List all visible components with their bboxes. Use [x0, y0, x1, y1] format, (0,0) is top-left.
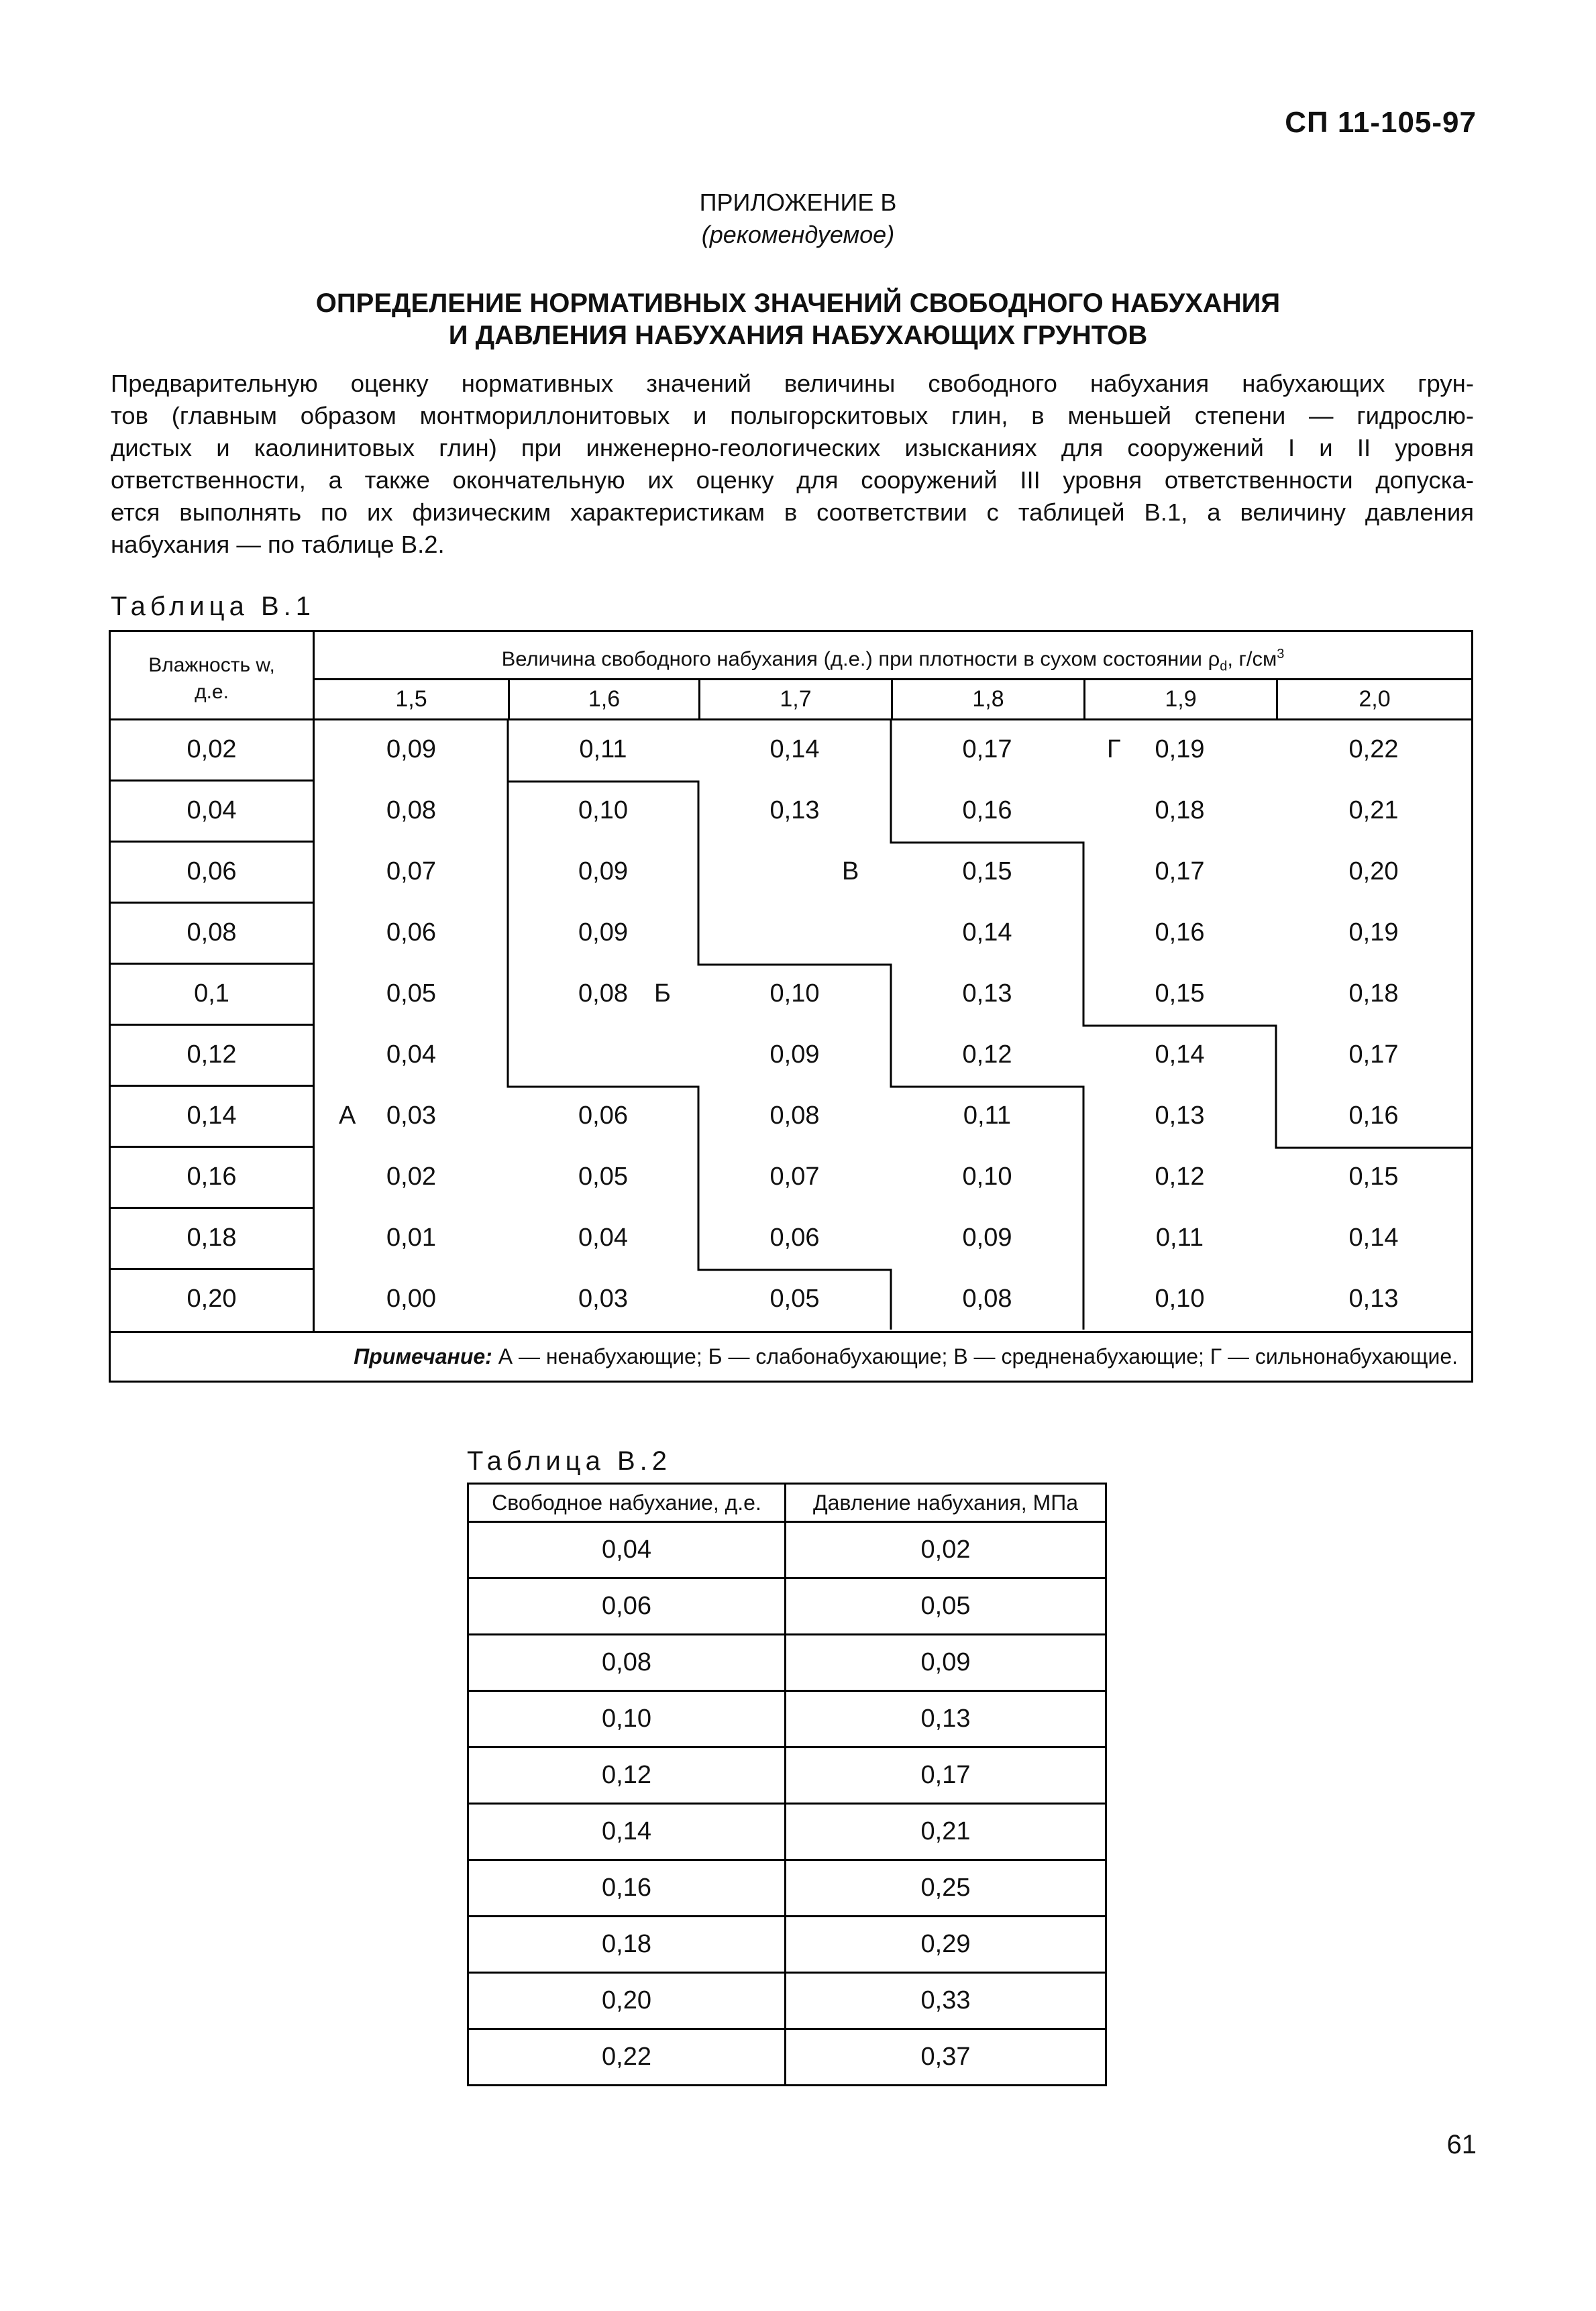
swelling-value-cell: 0,18	[1348, 979, 1399, 1008]
moisture-header-line-1: Влажность w,	[148, 654, 275, 676]
page-number: 61	[1446, 2130, 1477, 2159]
free-swelling-cell: 0,04	[468, 1522, 786, 1578]
swelling-value-cell: 0,14	[1155, 1040, 1205, 1069]
moisture-cell: 0,14	[111, 1087, 315, 1148]
moisture-header-line-2: д.е.	[195, 681, 229, 703]
pressure-table-body	[468, 1522, 1106, 2086]
moisture-cell: 0,12	[111, 1026, 315, 1087]
intro-line: ответственности, а также окончательную их оценку для сооружений III уровня ответственности допуска-	[111, 466, 1474, 494]
intro-line: тов (главным образом монтмориллонитовых и полыгорскитовых глин, в меньшей степени — гидрослю-	[111, 402, 1474, 429]
free-swelling-cell: 0,18	[468, 1917, 786, 1973]
swelling-value-cell: 0,08	[386, 796, 436, 824]
swelling-value-cell: 0,09	[386, 735, 436, 763]
swelling-value-cell: 0,14	[1348, 1224, 1399, 1252]
table-row	[468, 1578, 1106, 1635]
swelling-value-cell: 0,20	[1348, 857, 1399, 885]
free-swelling-cell: 0,14	[468, 1804, 786, 1860]
table-row	[468, 1748, 1106, 1804]
zone-letter: Г	[1107, 735, 1121, 763]
swelling-value-cell: 0,11	[1155, 1224, 1204, 1252]
swelling-pressure-cell: 0,09	[786, 1635, 1106, 1691]
zone-letter: В	[842, 857, 859, 885]
swelling-value-cell: 0,09	[578, 918, 628, 947]
swelling-value-cell: 0,10	[1155, 1285, 1205, 1313]
swelling-value-cell: 0,13	[962, 979, 1012, 1008]
density-header-cell: 1,7	[698, 680, 891, 720]
swelling-value-cell: 0,19	[1348, 918, 1399, 947]
swelling-value-cell: 0,11	[579, 735, 627, 763]
intro-paragraph	[111, 368, 1474, 561]
swelling-pressure-column-header: Давление набухания, МПа	[786, 1484, 1106, 1522]
swelling-value-cell: 0,00	[386, 1285, 436, 1313]
swelling-value-cell: 0,04	[386, 1040, 436, 1069]
swelling-value-cell: 0,13	[769, 796, 820, 824]
density-group-header-text: Величина свободного набухания (д.е.) при плотности в сухом состоянии	[501, 647, 1202, 671]
note-text: А — ненабухающие; Б — слабонабухающие; В — средненабухающие; Г — сильнонабухающие.	[492, 1344, 1458, 1368]
moisture-cell: 0,16	[111, 1148, 315, 1209]
swelling-value-cell: 0,10	[578, 796, 628, 824]
pressure-table	[467, 1483, 1107, 2086]
zone-letter: Б	[654, 979, 671, 1008]
swelling-pressure-cell: 0,37	[786, 2029, 1106, 2086]
intro-line: дистых и каолинитовых глин) при инженерно-геологических изысканиях для сооружений I и II уровня	[111, 434, 1474, 462]
swelling-pressure-cell: 0,02	[786, 1522, 1106, 1578]
moisture-cell: 0,06	[111, 843, 315, 904]
density-header-cell: 1,6	[508, 680, 698, 720]
free-swelling-cell: 0,22	[468, 2029, 786, 2086]
swelling-value-cell: 0,02	[386, 1163, 436, 1191]
free-swelling-cell: 0,12	[468, 1748, 786, 1804]
swelling-value-cell	[698, 843, 891, 904]
table-row	[468, 1804, 1106, 1860]
zone-letter: А	[339, 1101, 356, 1130]
note-label: Примечание:	[354, 1344, 492, 1368]
swelling-value-cell	[698, 904, 891, 965]
swelling-value-cell: 0,06	[386, 918, 436, 947]
swelling-value-cell: 0,17	[962, 735, 1012, 763]
swelling-value-cell: 0,05	[386, 979, 436, 1008]
swelling-value-cell: 0,01	[386, 1224, 436, 1252]
table-2-caption: Таблица В.2	[467, 1446, 672, 1476]
swelling-pressure-cell: 0,33	[786, 1973, 1106, 2029]
swelling-value-cell: 0,14	[769, 735, 820, 763]
swelling-value-cell: 0,17	[1155, 857, 1205, 885]
table-row	[468, 1691, 1106, 1748]
swelling-value-cell: 0,16	[1155, 918, 1205, 947]
swelling-value-cell: 0,21	[1348, 796, 1399, 824]
swelling-value-cell: 0,14	[962, 918, 1012, 947]
density-header-cell: 1,8	[891, 680, 1083, 720]
document-code: СП 11-105-97	[1285, 106, 1477, 139]
swelling-value-cell: 0,09	[769, 1040, 820, 1069]
swelling-value-cell: 0,03	[386, 1101, 436, 1130]
swelling-pressure-cell: 0,29	[786, 1917, 1106, 1973]
intro-line: набухания — по таблице В.2.	[111, 531, 445, 558]
swelling-value-cell: 0,08	[962, 1285, 1012, 1313]
swelling-pressure-cell: 0,05	[786, 1578, 1106, 1635]
swelling-value-cell: 0,17	[1348, 1040, 1399, 1069]
density-header-cell: 1,5	[315, 680, 508, 720]
density-header-cell: 2,0	[1276, 680, 1471, 720]
free-swelling-cell: 0,10	[468, 1691, 786, 1748]
moisture-cell: 0,04	[111, 782, 315, 843]
swelling-value-cell: 0,22	[1348, 735, 1399, 763]
swelling-value-cell: 0,11	[963, 1101, 1012, 1130]
swelling-value-cell: 0,16	[1348, 1101, 1399, 1130]
swelling-value-cell: 0,04	[578, 1224, 628, 1252]
swelling-value-cell: 0,19	[1155, 735, 1205, 763]
swelling-value-cell	[508, 1026, 698, 1087]
moisture-cell: 0,18	[111, 1209, 315, 1270]
swelling-value-cell: 0,12	[962, 1040, 1012, 1069]
moisture-cell: 0,1	[111, 965, 315, 1026]
intro-line: ется выполнять по их физическим характеристикам в соответствии с таблицей В.1, а величину давления	[111, 498, 1474, 526]
appendix-heading	[0, 186, 1596, 251]
density-header-cell: 1,9	[1083, 680, 1276, 720]
swelling-table	[109, 630, 1473, 1383]
free-swelling-cell: 0,16	[468, 1860, 786, 1917]
table-row	[468, 1860, 1106, 1917]
table-row	[468, 1522, 1106, 1578]
free-swelling-cell: 0,08	[468, 1635, 786, 1691]
pressure-table-header-row	[468, 1484, 1106, 1522]
swelling-pressure-cell: 0,17	[786, 1748, 1106, 1804]
density-unit-superscript: 3	[1277, 647, 1285, 661]
swelling-value-cell: 0,13	[1155, 1101, 1205, 1130]
swelling-value-cell: 0,07	[386, 857, 436, 885]
swelling-value-cell: 0,18	[1155, 796, 1205, 824]
moisture-cell: 0,20	[111, 1270, 315, 1331]
swelling-value-cell: 0,10	[962, 1163, 1012, 1191]
swelling-value-cell: 0,05	[769, 1285, 820, 1313]
swelling-value-cell: 0,15	[962, 857, 1012, 885]
free-swelling-cell: 0,06	[468, 1578, 786, 1635]
table-1-caption: Таблица В.1	[111, 592, 315, 621]
table-row	[468, 1917, 1106, 1973]
appendix-status: (рекомендуемое)	[701, 221, 895, 248]
moisture-cell: 0,08	[111, 904, 315, 965]
swelling-value-cell: 0,09	[578, 857, 628, 885]
swelling-value-cell: 0,10	[769, 979, 820, 1008]
swelling-value-cell: 0,16	[962, 796, 1012, 824]
swelling-value-cell: 0,08	[769, 1101, 820, 1130]
table-1-note	[111, 1331, 1471, 1381]
swelling-value-cell: 0,12	[1155, 1163, 1205, 1191]
density-symbol: ρ	[1208, 647, 1220, 671]
section-title-line-1: ОПРЕДЕЛЕНИЕ НОРМАТИВНЫХ ЗНАЧЕНИЙ СВОБОДНОГО НАБУХАНИЯ	[315, 288, 1281, 318]
section-title	[0, 287, 1596, 352]
free-swelling-cell: 0,20	[468, 1973, 786, 2029]
swelling-value-cell: 0,07	[769, 1163, 820, 1191]
table-row	[468, 1973, 1106, 2029]
swelling-value-cell: 0,06	[578, 1101, 628, 1130]
appendix-label: ПРИЛОЖЕНИЕ В	[699, 189, 897, 216]
swelling-value-cell: 0,08	[578, 979, 628, 1008]
swelling-value-cell: 0,09	[962, 1224, 1012, 1252]
swelling-value-cell: 0,06	[769, 1224, 820, 1252]
swelling-pressure-cell: 0,21	[786, 1804, 1106, 1860]
section-title-line-2: И ДАВЛЕНИЯ НАБУХАНИЯ НАБУХАЮЩИХ ГРУНТОВ	[448, 321, 1148, 350]
swelling-pressure-cell: 0,25	[786, 1860, 1106, 1917]
swelling-value-cell: 0,13	[1348, 1285, 1399, 1313]
swelling-value-cell: 0,15	[1155, 979, 1205, 1008]
swelling-value-cell: 0,05	[578, 1163, 628, 1191]
density-unit: , г/см	[1227, 647, 1277, 671]
moisture-cell: 0,02	[111, 720, 315, 782]
swelling-value-cell: 0,03	[578, 1285, 628, 1313]
free-swelling-column-header: Свободное набухание, д.е.	[468, 1484, 786, 1522]
swelling-pressure-cell: 0,13	[786, 1691, 1106, 1748]
table-row	[468, 1635, 1106, 1691]
density-symbol-subscript: d	[1220, 659, 1228, 674]
intro-line: Предварительную оценку нормативных значений величины свободного набухания набухающих грун-	[111, 370, 1474, 397]
swelling-value-cell: 0,15	[1348, 1163, 1399, 1191]
table-row	[468, 2029, 1106, 2086]
